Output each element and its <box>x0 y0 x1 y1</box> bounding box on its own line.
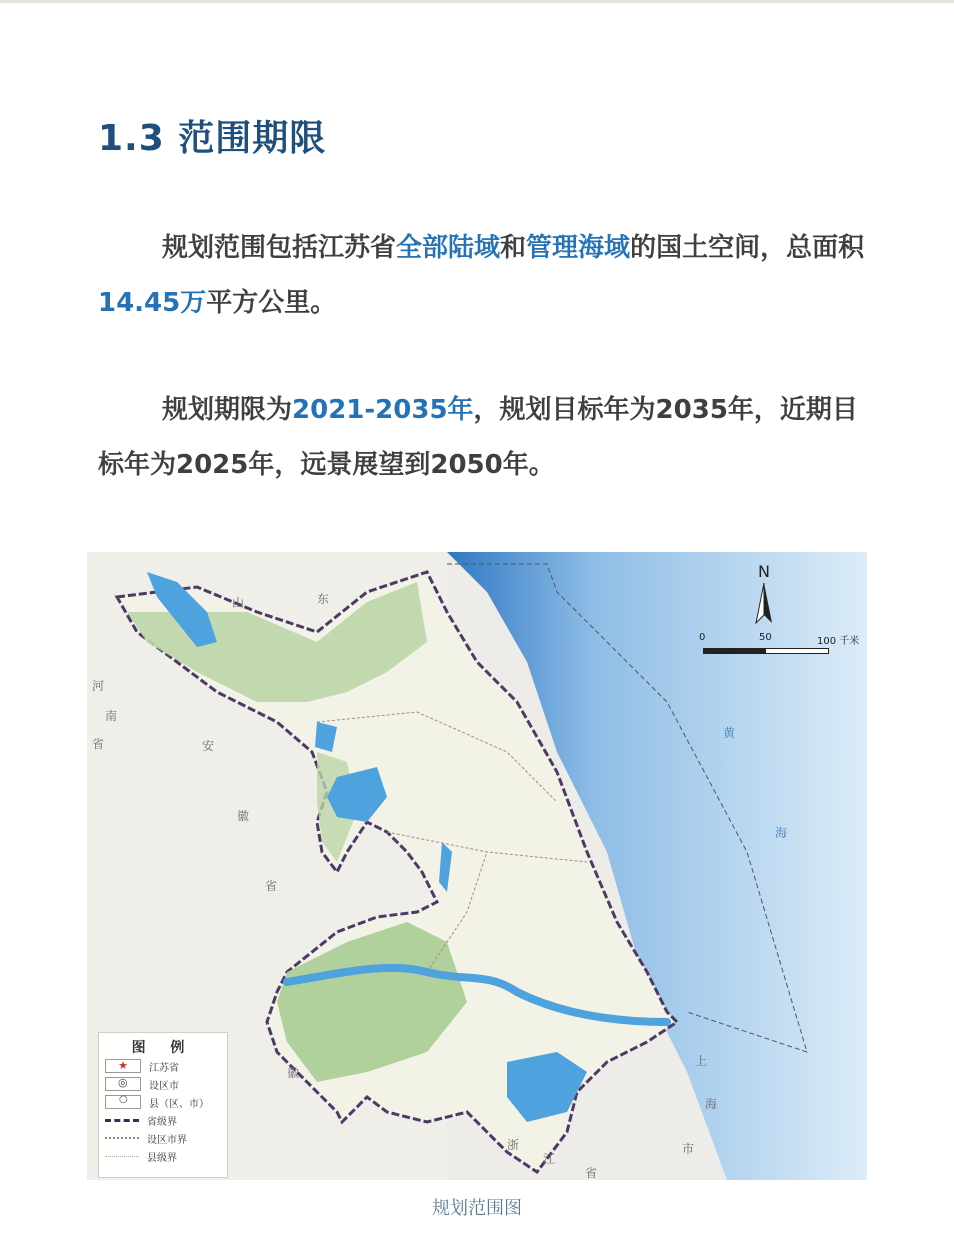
text: 和 <box>500 233 527 263</box>
legend-label: 设区市界 <box>147 1134 187 1146</box>
region-label: 浙 <box>507 1138 520 1152</box>
region-label: 江 <box>543 1152 556 1166</box>
province-boundary-icon <box>105 1114 139 1126</box>
scale-bar-graphic <box>703 648 829 654</box>
text: 的国土空间，总面积 <box>630 233 865 263</box>
text: 平方公里。 <box>206 288 337 318</box>
legend-label: 县级界 <box>147 1152 177 1164</box>
region-label: 山 <box>232 596 245 610</box>
legend-label: 设区市 <box>149 1080 179 1092</box>
legend-label: 省级界 <box>147 1116 177 1128</box>
legend-item <box>105 1147 227 1165</box>
region-label: 东 <box>317 592 330 606</box>
sea-label: 黄 <box>723 726 736 740</box>
scale-label-end: 100 千米 <box>817 636 860 647</box>
scale-bar <box>697 630 860 660</box>
text: 规划范围包括江苏省 <box>162 233 397 263</box>
region-label: 省 <box>92 737 105 751</box>
legend-item <box>105 1111 227 1129</box>
text: 规划期限为 <box>162 395 293 425</box>
north-arrow-icon <box>744 581 784 625</box>
north-arrow <box>744 562 784 626</box>
legend-label: 县（区、市） <box>149 1098 209 1110</box>
sea-label: 海 <box>775 826 788 840</box>
region-label: 市 <box>682 1142 695 1156</box>
map-caption: 规划范围图 <box>432 1198 522 1219</box>
text: ，规划目标年为2035年，近期目标年为2025年，远景展望到2050年。 <box>98 395 858 480</box>
highlight-land: 全部陆域 <box>396 233 501 263</box>
region-label: 省 <box>265 879 278 893</box>
county-boundary-icon <box>105 1150 139 1162</box>
legend-item <box>105 1093 227 1111</box>
circle-icon <box>105 1095 141 1109</box>
region-label: 海 <box>705 1097 718 1111</box>
region-label: 河 <box>92 679 105 693</box>
region-label: 徽 <box>287 1066 300 1080</box>
region-label: 安 <box>202 739 215 753</box>
legend-item <box>105 1057 227 1075</box>
north-label: N <box>758 562 770 581</box>
scale-label-mid: 50 <box>759 632 772 643</box>
top-divider <box>0 0 954 3</box>
double-circle-icon <box>105 1077 141 1091</box>
highlight-area: 14.45万 <box>98 288 207 318</box>
highlight-period: 2021-2035年 <box>292 395 474 425</box>
region-label: 徽 <box>237 809 250 823</box>
scope-paragraph <box>98 221 868 331</box>
scale-label-zero: 0 <box>699 632 706 643</box>
section-title: 1.3 范围期限 <box>98 118 327 159</box>
legend-title: 图 例 <box>131 1040 195 1056</box>
legend-item <box>105 1075 227 1093</box>
star-icon: ★ <box>105 1059 141 1073</box>
planning-scope-map <box>87 552 867 1180</box>
legend-label: 江苏省 <box>149 1062 179 1074</box>
period-paragraph <box>98 383 868 493</box>
map-legend <box>98 1032 228 1178</box>
region-label: 省 <box>585 1166 598 1180</box>
city-boundary-icon <box>105 1132 139 1144</box>
legend-item <box>105 1129 227 1147</box>
highlight-sea: 管理海域 <box>526 233 631 263</box>
region-label: 南 <box>105 709 118 723</box>
region-label: 上 <box>695 1054 708 1068</box>
